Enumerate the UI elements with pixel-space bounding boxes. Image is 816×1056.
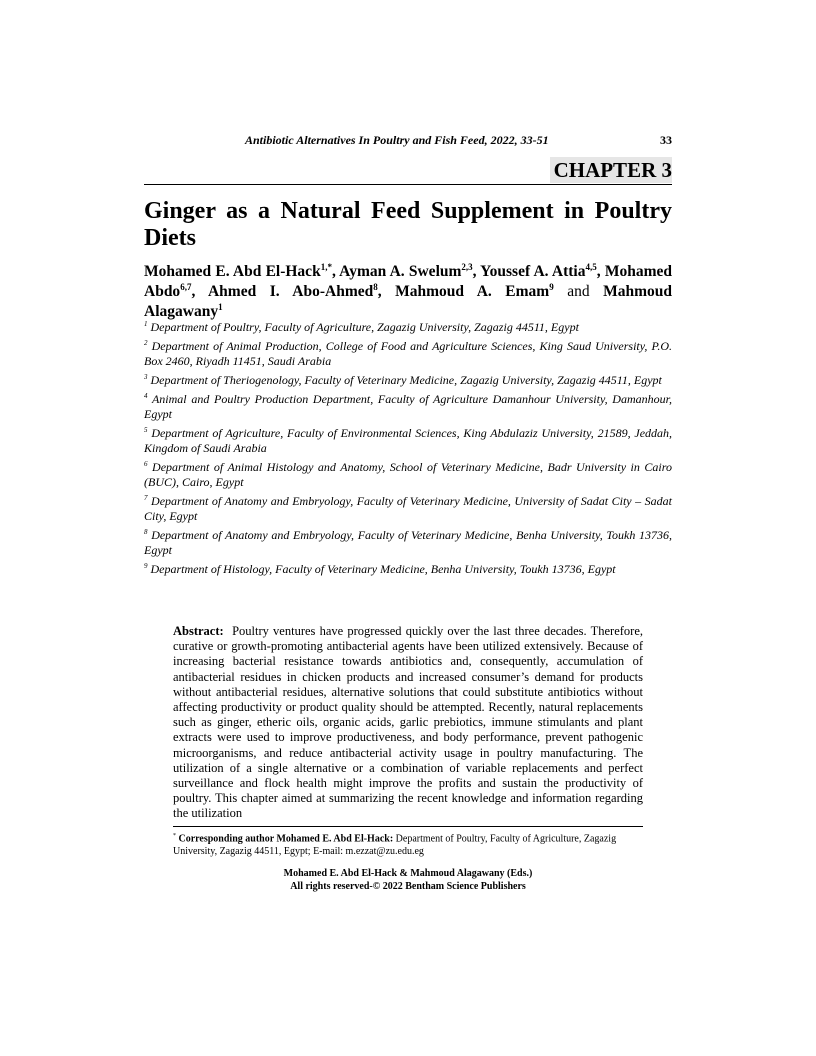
footnote-divider [173, 826, 643, 827]
rights-line: All rights reserved-© 2022 Bentham Science Publishers [290, 881, 526, 892]
affiliation-1: $^1$ Department of Poultry, Faculty of Agriculture, Zagazig University, Zagazig 44511, Egypt [144, 320, 579, 334]
running-header [144, 133, 672, 149]
journal-name: Antibiotic Alternatives In Poultry and Fish Feed [245, 133, 485, 147]
publisher-footer [144, 867, 672, 893]
affiliation-2: $^2$ Department of Animal Production, College of Food and Agriculture Sciences, King Saud University, P.O. Box 2460, Riyadh 11451, Saudi Arabia [144, 339, 673, 368]
author-4: Mohamed Abdo$^{6,7}$, [144, 263, 672, 300]
affiliation-7: $^7$ Department of Anatomy and Embryology, Faculty of Veterinary Medicine, University of Sadat City – Sadat City, Egypt [144, 494, 673, 523]
affiliation-9: $^9$ Department of Histology, Faculty of Veterinary Medicine, Benha University, Toukh 13736, Egypt [144, 562, 616, 576]
author-3: Youssef A. Attia$^{4,5}$, [480, 261, 605, 280]
affiliation-list [144, 320, 672, 581]
chapter-title: Ginger as a Natural Feed Supplement in Poultry Diets [144, 198, 672, 251]
chapter-label: CHAPTER 3 [550, 157, 672, 183]
author-1: Mohamed E. Abd El-Hack$^{1,*}$, [144, 261, 340, 280]
affiliation-4: $^4$ Animal and Poultry Production Department, Faculty of Agriculture Damanhour University, Damanhour, Egypt [144, 392, 672, 421]
abstract-text: Poultry ventures have progressed quickly over the last three decades. Therefore, curative or growth-promoting antibacterial agents have been utilized extensively. Because of increasing bacterial resistance towards antibiotics and, consequently, accumulation of antibacterial residues in chicken products and increased consumer’s demand for products without antibacterial residues, alternative solutions that could substitute antibiotics without affecting productivity or product quality should be attempted. Recently, natural replacements such as ginger, etheric oils, organic acids, garlic prebiotics, immune stimulants and plant extracts were used to improve productiveness, and body performance, prevent pathogenic microorganisms, and reduce antibacterial activity usage in poultry manufacturing. The utilization of a single alternative or a combination of variable replacements and perfect surveillance and flock health might improve the profits and sustain the productivity of poultry. This chapter aimed at summarizing the recent knowledge and information regarding the utilization [173, 624, 643, 821]
editors-line: Mohamed E. Abd El-Hack & Mahmoud Alagawany (Eds.) [283, 868, 533, 879]
affiliation-5: $^5$ Department of Agriculture, Faculty of Environmental Sciences, King Abdulaziz University, 21589, Jeddah, Kingdom of Saudi Arabia [144, 426, 673, 455]
author-6: Mahmoud A. Emam$^9$ [395, 281, 554, 300]
chapter-banner [144, 157, 672, 185]
footnote-label: Corresponding author Mohamed E. Abd El-Hack: [178, 833, 394, 845]
affiliation-8: $^8$ Department of Anatomy and Embryology, Faculty of Veterinary Medicine, Benha University, Toukh 13736, Egypt [144, 528, 673, 557]
footnote-text: Department of Poultry, Faculty of Agriculture, Zagazig University, Zagazig 44511, Egypt; E-mail: m.ezzat@zu.edu.eg [173, 833, 617, 858]
author-and: and [567, 283, 590, 300]
affiliation-3: $^3$ Department of Theriogenology, Faculty of Veterinary Medicine, Zagazig University, Zagazig 44511, Egypt [144, 373, 662, 387]
affiliation-6: $^6$ Department of Animal Histology and Anatomy, School of Veterinary Medicine, Badr University in Cairo (BUC), Cairo, Egypt [144, 460, 672, 489]
abstract-label: Abstract: [173, 624, 224, 638]
page-number: 33 [660, 133, 672, 147]
abstract [173, 624, 643, 822]
journal-year-pages: , 2022, 33-51 [484, 133, 549, 147]
journal-citation [245, 133, 549, 148]
author-2: Ayman A. Swelum$^{2,3}$, [339, 261, 481, 280]
corresponding-author-footnote: * Corresponding author Mohamed E. Abd El-Hack: Department of Poultry, Faculty of Agriculture, Zagazig University, Zagazig 44511, Egypt; E-mail: m.ezzat@zu.edu.eg [173, 833, 617, 858]
author-list [144, 262, 672, 322]
author-5: Ahmed I. Abo-Ahmed$^8$, [207, 281, 396, 300]
author-7: Mahmoud Alagawany$^1$ [144, 283, 673, 320]
